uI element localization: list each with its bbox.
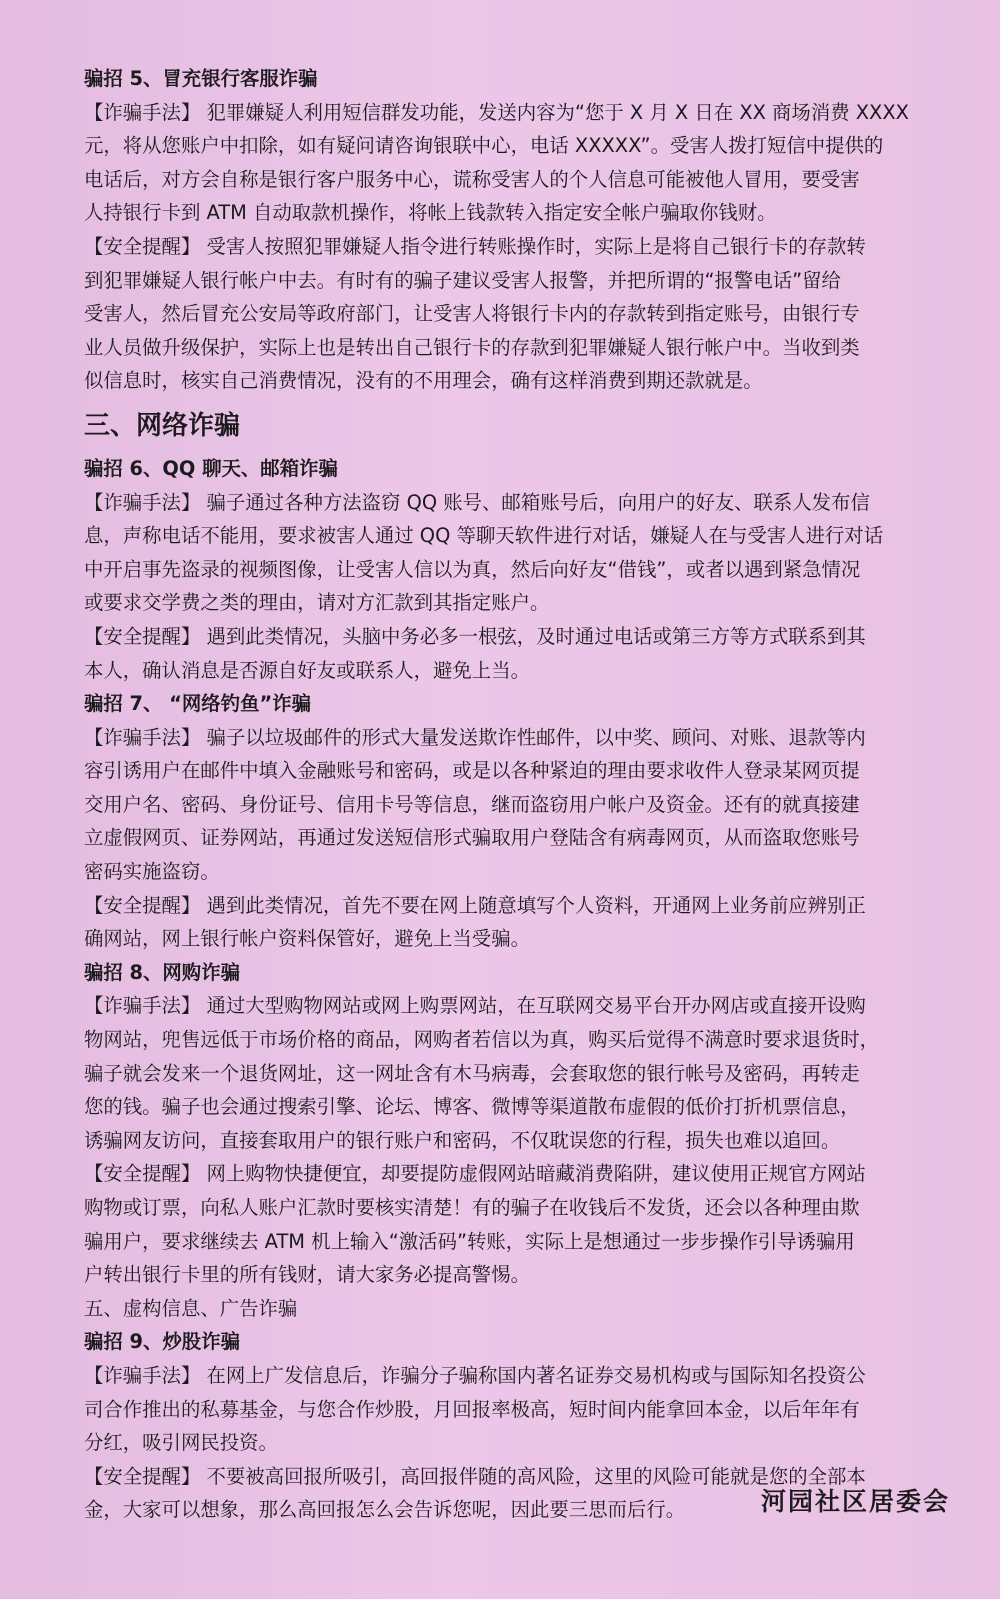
signature-committee: 河园社区居委会 xyxy=(760,1487,950,1516)
text-line: 中开启事先盗录的视频图像，让受害人信以为真，然后向好友“借钱”，或者以遇到紧急情况 xyxy=(84,557,861,581)
scam-heading-9: 骗招 9、炒股诈骗 xyxy=(84,1330,240,1354)
text-line: 【安全提醒】 受害人按照犯罪嫌疑人指令进行转账操作时，实际上是将自己银行卡的存款转 xyxy=(84,234,866,258)
text-line: 业人员做升级保护，实际上也是转出自己银行卡的存款到犯罪嫌疑人银行帐户中。当收到类 xyxy=(84,335,860,359)
text-line: 金，大家可以想象，那么高回报怎么会告诉您呢，因此要三思而后行。 xyxy=(84,1498,686,1522)
text-line: 骗子就会发来一个退货网址，这一网址含有木马病毒，会套取您的银行帐号及密码，再转走 xyxy=(84,1061,860,1085)
text-line: 本人，确认消息是否源自好友或联系人，避免上当。 xyxy=(84,658,530,682)
section-title-fake-ads: 五、虚构信息、广告诈骗 xyxy=(84,1296,298,1320)
text-line: 购物或订票，向私人账户汇款时要核实清楚！有的骗子在收钱后不发货，还会以各种理由欺 xyxy=(84,1196,860,1219)
text-line: 电话后，对方会自称是银行客户服务中心，谎称受害人的个人信息可能被他人冒用，要受害 xyxy=(84,167,860,191)
text-line: 【诈骗手法】 骗子以垃圾邮件的形式大量发送欺诈性邮件，以中奖、顾问、对账、退款等内 xyxy=(84,725,866,749)
text-line: 【安全提醒】 遇到此类情况，头脑中务必多一根弦，及时通过电话或第三方等方式联系到其 xyxy=(84,624,866,648)
text-line: 您的钱。骗子也会通过搜索引擎、论坛、博客、微博等渠道散布虚假的低价打折机票信息， xyxy=(84,1095,860,1119)
text-line: 到犯罪嫌疑人银行帐户中去。有时有的骗子建议受害人报警，并把所谓的“报警电话”留给 xyxy=(84,268,841,292)
text-line: 受害人，然后冒充公安局等政府部门，让受害人将银行卡内的存款转到指定账号，由银行专 xyxy=(84,302,860,326)
text-line: 【诈骗手法】 犯罪嫌疑人利用短信群发功能，发送内容为“您于 X 月 X 日在 XX 商场消费 XXXX xyxy=(84,100,909,124)
text-line: 【诈骗手法】 在网上广发信息后，诈骗分子骗称国内著名证券交易机构或与国际知名投资公 xyxy=(84,1363,866,1387)
text-line: 交用户名、密码、身份证号、信用卡号等信息，继而盗窃用户帐户及资金。还有的就真接建 xyxy=(84,792,860,816)
text-line: 似信息时，核实自己消费情况，没有的不用理会，确有这样消费到期还款就是。 xyxy=(84,369,763,393)
text-line: 人持银行卡到 ATM 自动取款机操作，将帐上钱款转入指定安全帐户骗取你钱财。 xyxy=(84,201,777,225)
text-line: 【安全提醒】 网上购物快捷便宜，却要提防虚假网站暗藏消费陷阱，建议使用正规官方网站 xyxy=(84,1162,866,1186)
text-line: 分红，吸引网民投资。 xyxy=(84,1431,278,1455)
text-line: 确网站，网上银行帐户资料保管好，避免上当受骗。 xyxy=(84,927,530,951)
text-line: 息，声称电话不能用，要求被害人通过 QQ 等聊天软件进行对话，嫌疑人在与受害人进行对话 xyxy=(84,524,884,548)
document-body xyxy=(84,62,964,1527)
text-line: 元，将从您账户中扣除，如有疑问请咨询银联中心，电话 XXXXX”。受害人拨打短信中提供的 xyxy=(84,134,884,158)
text-line: 诱骗网友访问，直接套取用户的银行账户和密码，不仅耽误您的行程，损失也难以追回。 xyxy=(84,1128,841,1152)
scam-heading-6: 骗招 6、QQ 聊天、邮箱诈骗 xyxy=(84,456,338,480)
scam-heading-5: 骗招 5、冒充银行客服诈骗 xyxy=(84,67,318,90)
text-line: 【安全提醒】 遇到此类情况，首先不要在网上随意填写个人资料，开通网上业务前应辨别正 xyxy=(84,893,866,917)
text-line: 密码实施盗窃。 xyxy=(84,860,220,884)
text-line: 户转出银行卡里的所有钱财，请大家务必提高警惕。 xyxy=(84,1263,530,1287)
text-line: 司合作推出的私募基金，与您合作炒股，月回报率极高，短时间内能拿回本金，以后年年有 xyxy=(84,1397,860,1421)
text-line: 立虚假网页、证券网站，再通过发送短信形式骗取用户登陆含有病毒网页，从而盗取您账号 xyxy=(84,826,860,850)
text-line: 容引诱用户在邮件中填入金融账号和密码，或是以各种紧迫的理由要求收件人登录某网页提 xyxy=(84,759,860,783)
text-line: 或要求交学费之类的理由，请对方汇款到其指定账户。 xyxy=(84,591,550,615)
scam-heading-7: 骗招 7、 “网络钓鱼”诈骗 xyxy=(84,692,311,716)
text-line: 【诈骗手法】 骗子通过各种方法盗窃 QQ 账号、邮箱账号后，向用户的好友、联系人发布信 xyxy=(84,490,870,514)
text-line: 骗用户，要求继续去 ATM 机上输入“激活码”转账，实际上是想通过一步步操作引导诱骗用 xyxy=(84,1229,855,1253)
scam-heading-8: 骗招 8、网购诈骗 xyxy=(84,960,240,984)
text-line: 【诈骗手法】 通过大型购物网站或网上购票网站，在互联网交易平台开办网店或直接开设购 xyxy=(84,994,866,1018)
section-title-network-fraud: 三、网络诈骗 xyxy=(84,410,241,441)
text-line: 物网站，兜售远低于市场价格的商品，网购者若信以为真，购买后觉得不满意时要求退货时， xyxy=(84,1028,880,1052)
text-line: 【安全提醒】 不要被高回报所吸引，高回报伴随的高风险，这里的风险可能就是您的全部本 xyxy=(84,1464,866,1488)
